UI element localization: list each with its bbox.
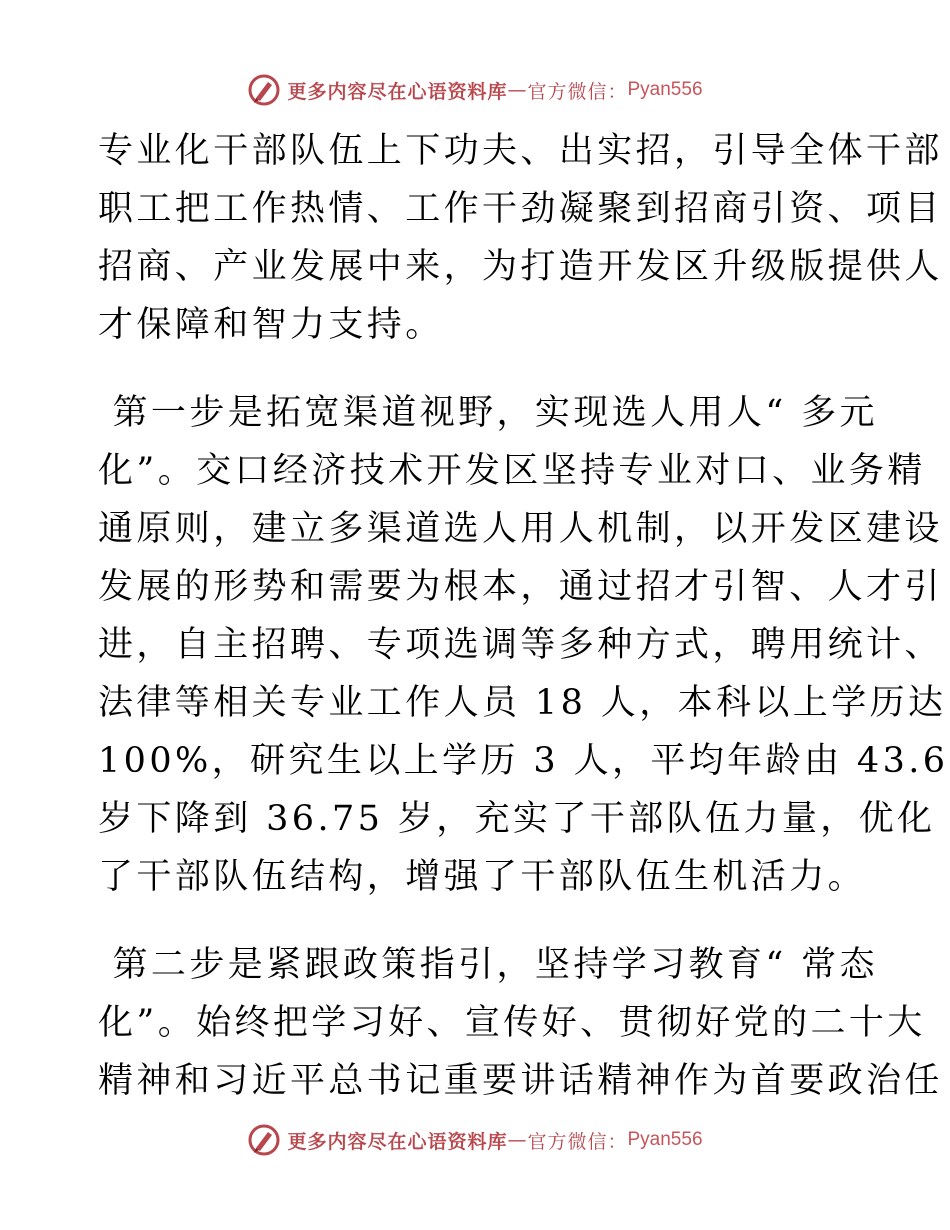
text-line: 化”。始终把学习好、宣传好、贯彻好党的二十大 [98, 1003, 926, 1043]
text-line: 精神和习近平总书记重要讲话精神作为首要政治任 [98, 1061, 943, 1101]
text-line: 才保障和智力支持。 [98, 305, 444, 345]
document-body [98, 122, 949, 1110]
text-line: 职工把工作热情、工作干劲凝聚到招商引资、项目 [98, 189, 943, 229]
pen-logo-icon [247, 1123, 281, 1157]
watermark-main: 更多内容尽在心语资料库 [287, 80, 508, 103]
text-line: 进，自主招聘、专项选调等多种方式，聘用统计、 [98, 625, 943, 665]
watermark-separator: — [507, 1129, 528, 1151]
text-line: 第一步是拓宽渠道视野，实现选人用人“ 多元 [98, 393, 878, 433]
paragraph-gap [98, 354, 858, 384]
watermark-text [287, 77, 702, 104]
header-watermark [0, 70, 950, 110]
watermark-text [287, 1127, 702, 1154]
text-line: 招商、产业发展中来，为打造开发区升级版提供人 [98, 247, 943, 287]
text-line: 岁下降到 36.75 岁，充实了干部队伍力量，优化 [98, 799, 936, 839]
pen-logo-icon [247, 73, 281, 107]
text-line: 专业化干部队伍上下功夫、出实招，引导全体干部 [98, 131, 943, 171]
text-line: 法律等相关专业工作人员 18 人，本科以上学历达 [98, 683, 947, 723]
paragraph [98, 122, 943, 354]
watermark-separator: — [507, 79, 528, 101]
watermark-handle: Pyan556 [627, 79, 703, 100]
text-line: 100%，研究生以上学历 3 人，平均年龄由 43.6 [98, 741, 949, 781]
paragraph [98, 936, 943, 1110]
text-line: 了干部队伍结构，增强了干部队伍生机活力。 [98, 857, 867, 897]
watermark-main: 更多内容尽在心语资料库 [287, 1130, 508, 1153]
paragraph-gap [98, 906, 858, 936]
text-line: 发展的形势和需要为根本，通过招才引智、人才引 [98, 567, 943, 607]
text-line: 通原则，建立多渠道选人用人机制，以开发区建设 [98, 509, 943, 549]
watermark-sub: 官方微信： [527, 1130, 628, 1153]
watermark-handle: Pyan556 [627, 1129, 703, 1150]
text-line: 化”。交口经济技术开发区坚持专业对口、业务精 [98, 451, 926, 491]
text-line: 第二步是紧跟政策指引，坚持学习教育“ 常态 [98, 945, 878, 985]
footer-watermark [0, 1120, 950, 1160]
paragraph [98, 384, 949, 906]
watermark-sub: 官方微信： [527, 80, 628, 103]
